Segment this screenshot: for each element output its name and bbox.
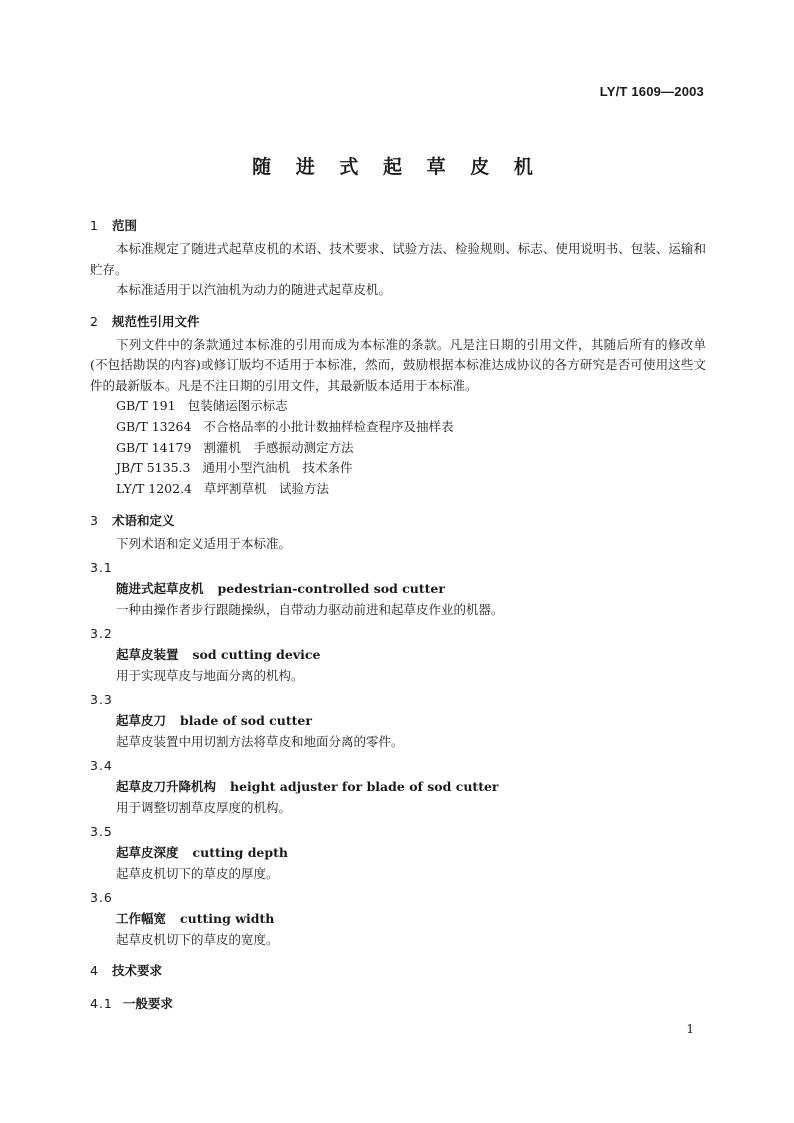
reference-item (116, 396, 706, 417)
section-4-heading (90, 961, 706, 981)
reference-title: 割灌机 手感振动测定方法 (203, 439, 354, 455)
reference-title: 包装储运图示标志 (187, 398, 288, 413)
term-definition: 起草皮机切下的草皮的厚度。 (116, 866, 279, 882)
subsection-title: 一般要求 (122, 996, 173, 1012)
term-chinese: 起草皮深度 (116, 845, 179, 861)
term-english: cutting width (180, 911, 275, 927)
term-chinese: 起草皮刀升降机构 (116, 779, 217, 795)
term-chinese: 工作幅宽 (116, 911, 167, 927)
term-heading (90, 842, 706, 863)
term-number: 3.2 (90, 626, 113, 642)
term-chinese: 随进式起草皮机 (116, 581, 204, 597)
section-title: 范围 (112, 218, 138, 233)
term-heading (90, 776, 706, 797)
reference-item (116, 479, 706, 500)
term-heading (90, 908, 706, 929)
term-number: 3.3 (90, 692, 113, 708)
section-2-heading (90, 312, 706, 332)
section-title: 规范性引用文件 (112, 313, 200, 329)
section-title: 术语和定义 (112, 512, 175, 528)
term-definition: 起草皮机切下的草皮的宽度。 (116, 932, 279, 948)
reference-item (116, 438, 706, 459)
document-title: 随 进 式 起 草 皮 机 (252, 156, 542, 178)
paragraph: 本标准适用于以汽油机为动力的随进式起草皮机。 (116, 282, 392, 297)
section-number: 2 (90, 313, 98, 329)
term-chinese: 起草皮刀 (116, 713, 167, 729)
term-english: height adjuster for blade of sod cutter (230, 779, 499, 795)
term-english: pedestrian-controlled sod cutter (217, 581, 445, 597)
reference-title: 不合格品率的小批计数抽样检查程序及抽样表 (203, 418, 454, 434)
term-heading (90, 644, 706, 665)
paragraph: 本标准规定了随进式起草皮机的术语、技术要求、试验方法、检验规则、标志、使用说明书、包装、运输和贮存。 (90, 241, 706, 277)
page-number: 1 (686, 1022, 694, 1036)
term-number: 3.6 (90, 890, 113, 906)
reference-code: JB/T 5135.3 (116, 460, 191, 476)
term-definition: 一种由操作者步行跟随操纵，自带动力驱动前进和起草皮作业的机器。 (116, 602, 504, 618)
term-number: 3.5 (90, 824, 113, 840)
reference-title: 通用小型汽油机 技术条件 (202, 460, 353, 476)
term-english: sod cutting device (192, 647, 321, 663)
section-title: 技术要求 (112, 963, 163, 979)
reference-item (116, 417, 706, 438)
term-definition: 用于实现草皮与地面分离的机构。 (116, 668, 304, 684)
reference-code: LY/T 1202.4 (116, 481, 193, 497)
reference-code: GB/T 13264 (116, 418, 192, 434)
reference-list (90, 396, 706, 500)
paragraph: 下列文件中的条款通过本标准的引用而成为本标准的条款。凡是注日期的引用文件，其随后所有的修改单(不包括勘误的内容)或修订版均不适用于本标准，然而，鼓励根据本标准达成协议的各方研究是否可使用这些文件的最新版本。凡是不注日期的引用文件，其最新版本适用于本标准。 (90, 336, 706, 393)
standard-code: LY/T 1609—2003 (599, 84, 704, 99)
paragraph: 下列术语和定义适用于本标准。 (116, 535, 292, 551)
section-1-heading (90, 216, 706, 236)
term-english: cutting depth (192, 845, 288, 861)
reference-item (116, 458, 706, 479)
reference-title: 草坪割草机 试验方法 (204, 481, 330, 497)
section-number: 1 (90, 218, 98, 233)
subsection-4-1-heading (90, 994, 706, 1014)
document-body (90, 216, 706, 1014)
term-definition: 起草皮装置中用切割方法将草皮和地面分离的零件。 (116, 734, 404, 750)
term-heading (90, 710, 706, 731)
section-3-heading (90, 511, 706, 531)
reference-code: GB/T 14179 (116, 439, 192, 455)
reference-code: GB/T 191 (116, 398, 176, 413)
term-definition: 用于调整切割草皮厚度的机构。 (116, 800, 292, 816)
term-number: 3.1 (90, 560, 113, 576)
subsection-number: 4.1 (90, 996, 113, 1012)
section-number: 4 (90, 963, 98, 979)
section-number: 3 (90, 512, 98, 528)
term-heading (90, 578, 706, 599)
term-chinese: 起草皮装置 (116, 647, 179, 663)
term-number: 3.4 (90, 758, 113, 774)
term-english: blade of sod cutter (180, 713, 312, 729)
